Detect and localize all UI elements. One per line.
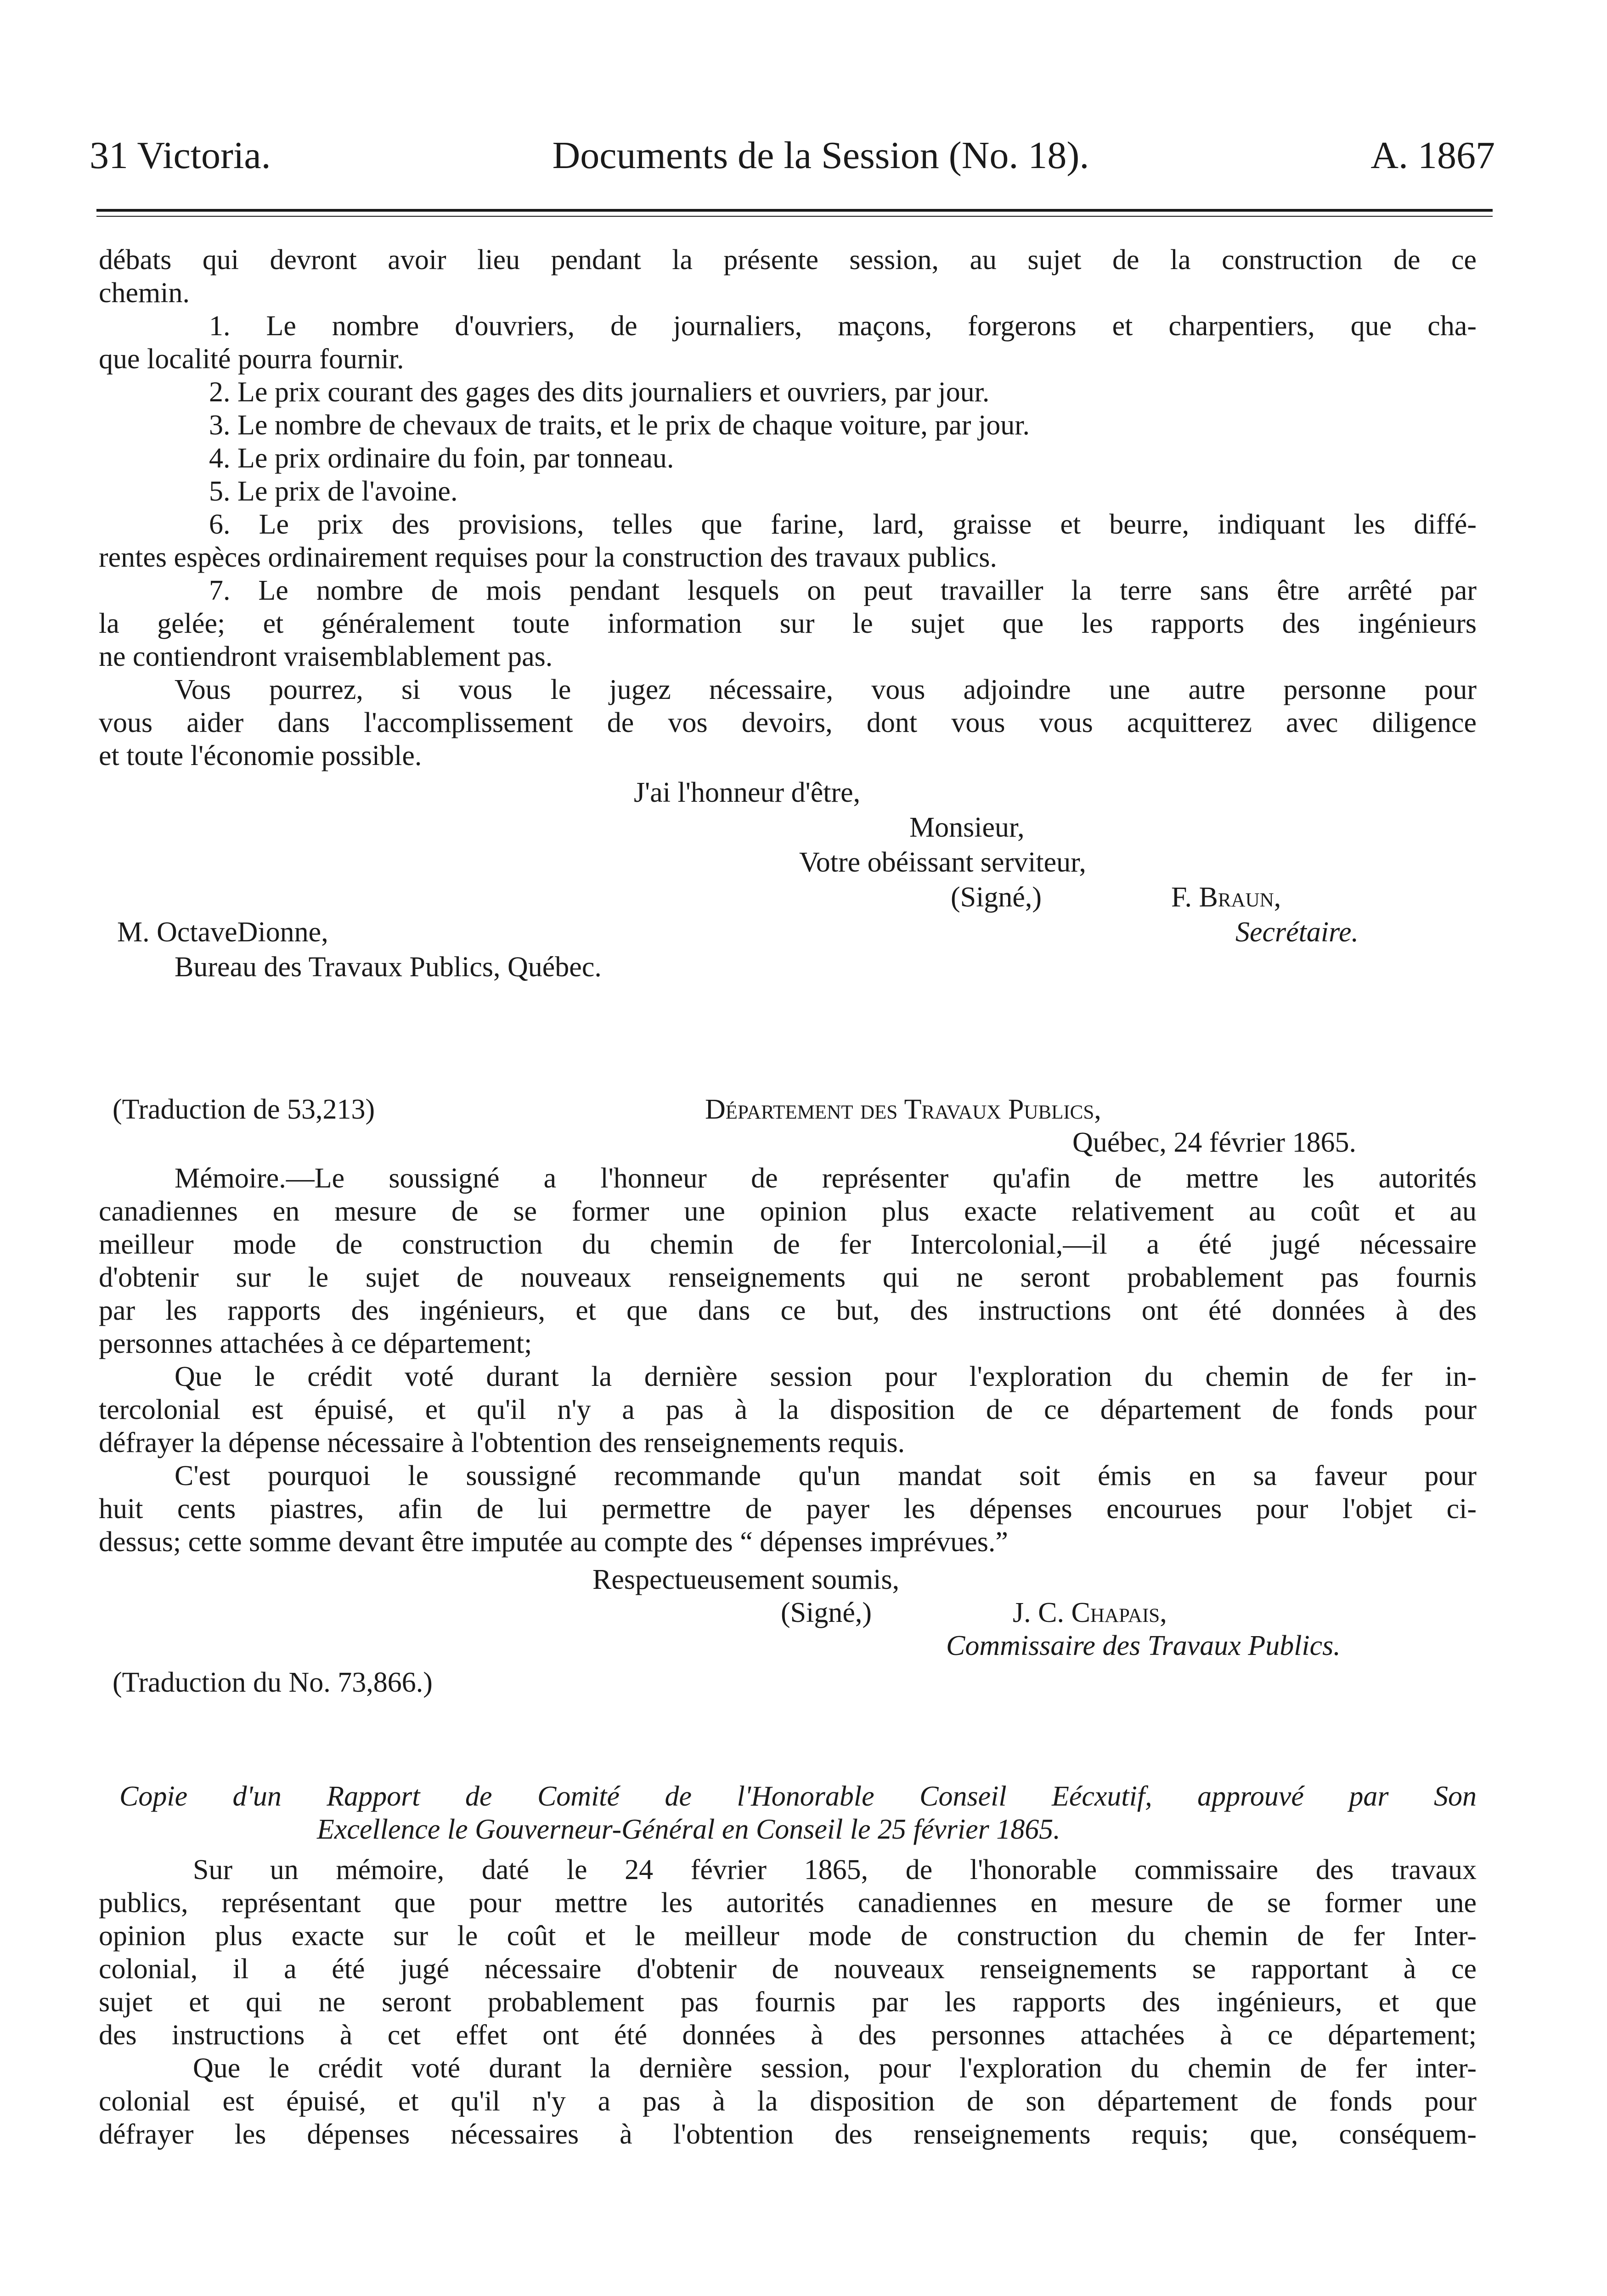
memoire-line: par les rapports des ingénieurs, et que dans ce but, des instructions ont été données à des — [99, 1295, 1477, 1326]
header-title: Documents de la Session (No. 18). — [552, 134, 1089, 177]
letter-signed: (Signé,) — [951, 882, 1042, 913]
memoire-line: canadiennes en mesure de se former une opinion plus exacte relativement au coût et au — [99, 1196, 1477, 1227]
rapport-title: Copie d'un Rapport de Comité de l'Honorable Conseil Eécxutif, approuvé par Son — [119, 1781, 1477, 1812]
letter-closing: J'ai l'honneur d'être, — [634, 777, 861, 808]
letter-line: la gelée; et généralement toute information sur le sujet que les rapports des ingénieurs — [99, 608, 1477, 639]
memoire-line: Mémoire.—Le soussigné a l'honneur de représenter qu'afin de mettre les autorités — [175, 1163, 1477, 1194]
rapport-line: colonial, il a été jugé nécessaire d'obtenir de nouveaux renseignements se rapportant à ce — [99, 1953, 1477, 1985]
letter-line: 6. Le prix des provisions, telles que farine, lard, graisse et beurre, indiquant les diffé- — [209, 509, 1477, 540]
memoire-signed: (Signé,) — [781, 1597, 872, 1628]
letter-line: 1. Le nombre d'ouvriers, de journaliers, maçons, forgerons et charpentiers, que cha- — [209, 310, 1477, 342]
memoire-line: huit cents piastres, afin de lui permettre de payer les dépenses encourues pour l'objet ci- — [99, 1493, 1477, 1525]
rapport-translation-ref: (Traduction du No. 73,866.) — [113, 1667, 433, 1698]
letter-line: 4. Le prix ordinaire du foin, par tonneau. — [209, 443, 674, 474]
rapport-line: des instructions à cet effet ont été données à des personnes attachées à ce département; — [99, 2020, 1477, 2051]
memoire-signer-title: Commissaire des Travaux Publics. — [946, 1630, 1341, 1661]
memoire-line: C'est pourquoi le soussigné recommande qu'un mandat soit émis en sa faveur pour — [175, 1460, 1477, 1491]
memoire-line: personnes attachées à ce département; — [99, 1328, 532, 1359]
letter-servant: Votre obéissant serviteur, — [799, 847, 1086, 878]
rapport-line: Que le crédit voté durant la dernière session, pour l'exploration du chemin de fer inter- — [193, 2053, 1477, 2084]
letter-line: ne contiendront vraisemblablement pas. — [99, 641, 553, 672]
letter-line: rentes espèces ordinairement requises pour la construction des travaux publics. — [99, 542, 997, 573]
rapport-line: Sur un mémoire, daté le 24 février 1865, de l'honorable commissaire des travaux — [193, 1854, 1477, 1885]
memoire-line: d'obtenir sur le sujet de nouveaux renseignements qui ne seront probablement pas fournis — [99, 1262, 1477, 1293]
memoire-closing: Respectueusement soumis, — [592, 1564, 900, 1595]
memoire-translation-ref: (Traduction de 53,213) — [113, 1094, 375, 1125]
rapport-line: opinion plus exacte sur le coût et le meilleur mode de construction du chemin de fer Inter- — [99, 1920, 1477, 1952]
letter-line: et toute l'économie possible. — [99, 740, 422, 771]
letter-line: 7. Le nombre de mois pendant lesquels on peut travailler la terre sans être arrêté par — [209, 575, 1477, 606]
rapport-line: sujet et qui ne seront probablement pas fournis par les rapports des ingénieurs, et que — [99, 1986, 1477, 2018]
memoire-line: tercolonial est épuisé, et qu'il n'y a pas à la disposition de ce département de fonds pour — [99, 1394, 1477, 1425]
letter-line: 5. Le prix de l'avoine. — [209, 476, 458, 507]
letter-addressee-office: Bureau des Travaux Publics, Québec. — [175, 951, 602, 983]
rapport-line: colonial est épuisé, et qu'il n'y a pas à la disposition de son département de fonds pour — [99, 2086, 1477, 2117]
letter-line: débats qui devront avoir lieu pendant la présente session, au sujet de la construction de ce — [99, 244, 1477, 276]
letter-line: que localité pourra fournir. — [99, 343, 404, 375]
memoire-department: Département des Travaux Publics, — [705, 1094, 1101, 1125]
rapport-line: publics, représentant que pour mettre les autorités canadiennes en mesure de se former une — [99, 1887, 1477, 1919]
letter-line: chemin. — [99, 277, 190, 309]
letter-line: Vous pourrez, si vous le jugez nécessaire, vous adjoindre une autre personne pour — [175, 674, 1477, 705]
letter-line: 2. Le prix courant des gages des dits journaliers et ouvriers, par jour. — [209, 377, 990, 408]
memoire-signer: J. C. Chapais, — [1013, 1597, 1167, 1628]
header-rule-thin — [96, 216, 1493, 217]
memoire-line: défrayer la dépense nécessaire à l'obtention des renseignements requis. — [99, 1427, 905, 1458]
header-rule-thick — [96, 209, 1493, 212]
rapport-line: défrayer les dépenses nécessaires à l'obtention des renseignements requis; que, conséquem- — [99, 2119, 1477, 2150]
letter-salutation: Monsieur, — [909, 812, 1025, 843]
memoire-line: meilleur mode de construction du chemin de fer Intercolonial,—il a été jugé nécessaire — [99, 1229, 1477, 1260]
running-header — [90, 133, 1495, 178]
letter-line: 3. Le nombre de chevaux de traits, et le prix de chaque voiture, par jour. — [209, 410, 1030, 441]
memoire-line: Que le crédit voté durant la dernière session pour l'exploration du chemin de fer in- — [175, 1361, 1477, 1392]
letter-signer-title: Secrétaire. — [1235, 917, 1359, 948]
letter-line: vous aider dans l'accomplissement de vos devoirs, dont vous vous acquitterez avec diligence — [99, 707, 1477, 738]
letter-addressee: M. OctaveDionne, — [117, 917, 328, 948]
header-volume: 31 Victoria. — [90, 134, 271, 177]
header-year: A. 1867 — [1370, 134, 1495, 177]
memoire-date: Québec, 24 février 1865. — [1072, 1127, 1357, 1158]
rapport-title: Excellence le Gouverneur-Général en Conseil le 25 février 1865. — [317, 1814, 1060, 1845]
letter-signer: F. Braun, — [1171, 882, 1281, 913]
memoire-line: dessus; cette somme devant être imputée au compte des “ dépenses imprévues.” — [99, 1526, 1008, 1558]
